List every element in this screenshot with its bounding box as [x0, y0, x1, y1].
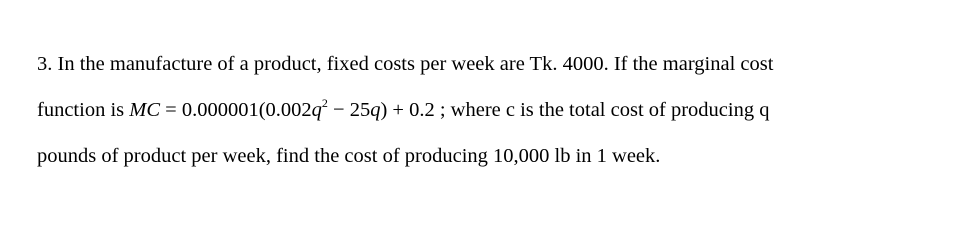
problem-number: 3. — [37, 53, 53, 75]
marginal-cost-formula — [129, 96, 435, 121]
formula-tail: ) + 0.2 — [380, 99, 435, 121]
problem-line-2 — [37, 87, 947, 133]
problem-text-line-3: pounds of product per week, find the cost of producing 10,000 lb in 1 week. — [37, 145, 661, 167]
problem-line-3 — [37, 133, 947, 179]
problem-statement — [37, 41, 947, 179]
formula-variable-q-2: q — [370, 99, 381, 121]
formula-coefficient: 0.000001(0.002 — [181, 99, 312, 121]
formula-variable-q: q — [311, 99, 322, 121]
problem-text-line-2-end: ; where c is the total cost of producing q — [439, 99, 770, 121]
formula-exponent: 2 — [321, 96, 328, 110]
formula-equals: = — [160, 99, 182, 121]
problem-text-line-2-start: function is — [37, 99, 125, 121]
problem-text-line-1: In the manufacture of a product, fixed costs per week are Tk. 4000. If the marginal cost — [57, 53, 774, 75]
formula-minus-term: − 25 — [327, 99, 371, 121]
formula-lhs: MC — [129, 99, 160, 121]
problem-line-1 — [37, 41, 947, 87]
